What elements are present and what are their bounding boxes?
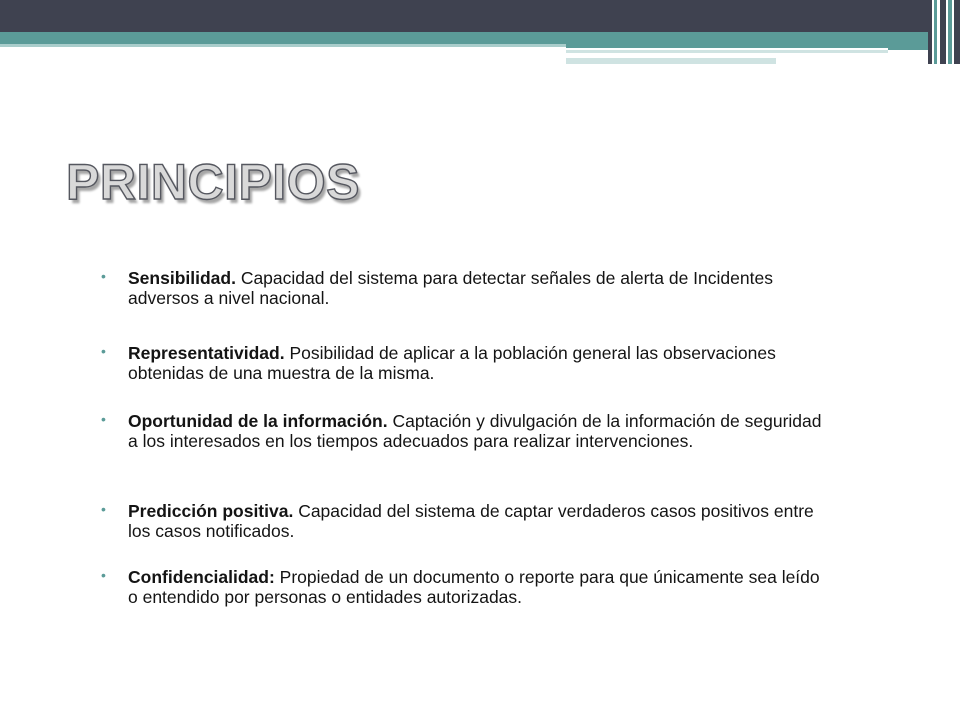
bullet-term: Confidencialidad:	[128, 567, 275, 587]
bullet-item-representatividad	[101, 343, 828, 384]
bullet-dot-icon: •	[101, 501, 106, 517]
header-light-band-right	[566, 50, 888, 53]
header-light-band	[0, 44, 566, 47]
bullet-term: Representatividad.	[128, 343, 285, 363]
bullet-item-prediccion	[101, 501, 828, 542]
bullet-item-sensibilidad	[101, 268, 828, 309]
slide-title: PRINCIPIOS	[66, 154, 360, 210]
bullet-text: Capacidad del sistema para detectar señales de alerta de Incidentes adversos a nivel nacional.	[128, 268, 773, 309]
bullet-dot-icon: •	[101, 268, 106, 284]
header-teal-band	[0, 32, 928, 44]
bullet-term: Predicción positiva.	[128, 501, 294, 521]
bullet-dot-icon: •	[101, 411, 106, 427]
bullet-term: Oportunidad de la información.	[128, 411, 388, 431]
bullet-item-oportunidad	[101, 411, 828, 452]
bullet-text: Posibilidad de aplicar a la población general las observaciones obtenidas de una muestra de la misma.	[128, 343, 776, 384]
bullet-dot-icon: •	[101, 567, 106, 583]
bullet-dot-icon: •	[101, 343, 106, 359]
header-dark-bar	[0, 0, 960, 32]
bullet-text: Captación y divulgación de la información de seguridad a los interesados en los tiempos adecuados para realizar intervenciones.	[128, 411, 822, 452]
bullet-term: Sensibilidad.	[128, 268, 236, 288]
header-vertical-stripes	[928, 0, 960, 64]
bullet-item-confidencialidad	[101, 567, 828, 608]
bullet-text: Propiedad de un documento o reporte para que únicamente sea leído o entendido por personas o entidades autorizadas.	[128, 567, 820, 608]
bullet-text: Capacidad del sistema de captar verdaderos casos positivos entre los casos notificados.	[128, 501, 814, 542]
header-light-band-lower	[566, 58, 776, 64]
